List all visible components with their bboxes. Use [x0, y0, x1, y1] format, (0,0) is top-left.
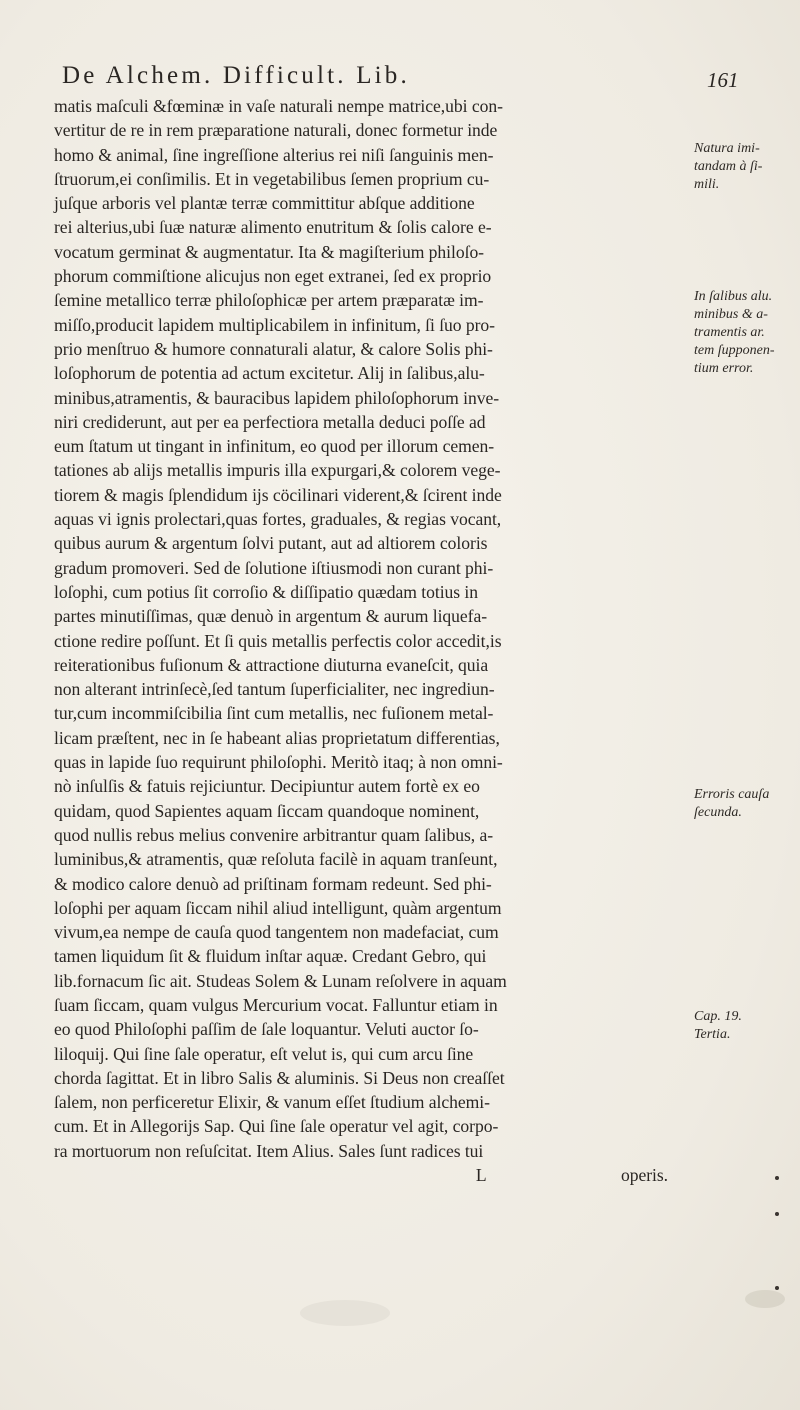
running-title: De Alchem. Difficult. Lib.	[62, 62, 410, 89]
text-line: prio menſtruo & humore connaturali alatur, & calore Solis phi-	[54, 338, 493, 359]
text-line: ra mortuorum non reſuſcitat. Item Alius. Sales ſunt radices tui	[54, 1140, 484, 1161]
text-line: quod nullis rebus melius convenire arbitrantur quam ſalibus, a-	[54, 824, 494, 845]
margin-note-text: In ſalibus alu. minibus & a- tramentis ar. tem ſupponen- tium error.	[694, 289, 775, 376]
text-line: & modico calore denuò ad priſtinam formam redeunt. Sed phi-	[54, 873, 492, 894]
text-line: nò inſulſis & fatuis rejiciuntur. Decipiuntur autem fortè ex eo	[54, 776, 480, 797]
margin-note-in-salibus	[694, 288, 794, 378]
text-line: aquas vi ignis prolectari,quas fortes, graduales, & regias vocant,	[54, 509, 502, 530]
ink-dot	[775, 1286, 779, 1290]
text-line: homo & animal, ſine ingreſſione alterius rei niſi ſanguinis men-	[54, 144, 494, 165]
body-text	[54, 94, 674, 1187]
text-line: eo quod Philoſophi paſſim de ſale loquantur. Veluti auctor ſo-	[54, 1019, 479, 1040]
signature-mark: L	[475, 1165, 487, 1186]
text-line: tur,cum incommiſcibilia ſint cum metallis, nec fuſionem metal-	[54, 703, 494, 724]
text-line: loſophorum de potentia ad actum excitetur. Alij in ſalibus,alu-	[54, 363, 485, 384]
paper-stain	[745, 1290, 785, 1308]
text-line: gradum promoveri. Sed de ſolutione iſtiusmodi non curant phi-	[54, 557, 494, 578]
text-line: eum ſtatum ut tingant in infinitum, eo quod per illorum cemen-	[54, 436, 495, 457]
text-line: quibus aurum & argentum ſolvi putant, aut ad altiorem coloris	[54, 533, 488, 554]
text-line: ctione redire poſſunt. Et ſi quis metallis perfectis color accedit,is	[54, 630, 502, 651]
paper-stain	[300, 1300, 390, 1326]
text-line: ſemine metallico terræ philoſophicæ per artem præparatæ im-	[54, 290, 484, 311]
ink-dot	[775, 1212, 779, 1216]
text-line: minibus,atramentis, & bauracibus lapidem philoſophorum inve-	[54, 387, 500, 408]
text-line: vertitur de re in rem præparatione naturali, donec formetur inde	[54, 120, 498, 141]
text-line: matis maſculi &fœminæ in vaſe naturali nempe matrice,ubi con-	[54, 96, 503, 116]
catchword: operis.	[620, 1165, 668, 1186]
text-line: luminibus,& atramentis, quæ reſoluta facilè in aquam tranſeunt,	[54, 849, 498, 870]
text-line: vocatum germinat & augmentatur. Ita & magiſterium philoſo-	[54, 241, 484, 262]
margin-note-text: Natura imi- tandam à ſi- mili.	[694, 141, 763, 192]
text-line: ſuam ſiccam, quam vulgus Mercurium vocat. Falluntur etiam in	[54, 994, 498, 1015]
text-line: lib.fornacum ſic ait. Studeas Solem & Lunam reſolvere in aquam	[54, 970, 507, 991]
margin-note-text: Cap. 19. Tertia.	[694, 1009, 742, 1042]
text-line: ſtruorum,ei conſimilis. Et in vegetabilibus ſemen proprium cu-	[54, 168, 490, 189]
text-line: cum. Et in Allegorijs Sap. Qui ſine ſale operatur vel agit, corpo-	[54, 1116, 499, 1137]
text-line: loſophi, cum potius ſit corroſio & diſſipatio quædam totius in	[54, 581, 479, 602]
text-line: quidam, quod Sapientes aquam ſiccam quandoque nominent,	[54, 800, 480, 821]
page-header	[62, 62, 742, 96]
page-number: 161	[707, 68, 739, 92]
text-line: miſſo,producit lapidem multiplicabilem in infinitum, ſi ſuo pro-	[54, 314, 495, 335]
margin-note-cap	[694, 1008, 794, 1044]
text-line: licam præſtent, nec in ſe habeant alias proprietatum differentias,	[54, 727, 500, 748]
text-line: phorum commiſtione alicujus non eget extranei, ſed ex proprio	[54, 266, 492, 287]
ink-dot	[775, 1176, 779, 1180]
text-line: liloquij. Qui ſine ſale operatur, eſt velut is, qui cum arcu ſine	[54, 1043, 474, 1064]
text-line: rei alterius,ubi ſuæ naturæ alimento enutritum & ſolis calore e-	[54, 217, 492, 238]
text-line: tationes ab alijs metallis impuris illa expurgari,& colorem vege-	[54, 460, 501, 481]
text-line: ſalem, non perficeretur Elixir, & vanum eſſet ſtudium alchemi-	[54, 1092, 490, 1113]
margin-note-natura	[694, 140, 794, 194]
text-line: loſophi per aquam ſiccam nihil aliud intelligunt, quàm argentum	[54, 897, 502, 918]
text-line: tamen liquidum ſit & fluidum inſtar aquæ. Credant Gebro, qui	[54, 946, 487, 967]
margin-note-text: Erroris cauſa ſecunda.	[694, 787, 770, 820]
text-line: reiterationibus fuſionum & attractione diuturna evaneſcit, quia	[54, 654, 489, 675]
text-line: vivum,ea nempe de cauſa quod tangentem non madefaciat, cum	[54, 922, 499, 943]
text-line: juſque arboris vel plantæ terræ committitur abſque additione	[54, 193, 475, 214]
margin-note-erroris	[694, 786, 794, 822]
text-line: tiorem & magis ſplendidum ijs cöcilinari viderent,& ſcirent inde	[54, 484, 502, 505]
text-line: niri crediderunt, aut per ea perfectiora metalla deduci poſſe ad	[54, 411, 486, 432]
text-line: chorda ſagittat. Et in libro Salis & aluminis. Si Deus non creaſſet	[54, 1067, 505, 1088]
text-line: non alterant intrinſecè,ſed tantum ſuperficialiter, nec ingrediun-	[54, 679, 495, 700]
text-line: quas in lapide ſuo requirunt philoſophi. Meritò itaq; à non omni-	[54, 752, 503, 773]
footer-line	[54, 1163, 674, 1187]
text-line: partes minutiſſimas, quæ denuò in argentum & aurum liquefa-	[54, 606, 488, 627]
